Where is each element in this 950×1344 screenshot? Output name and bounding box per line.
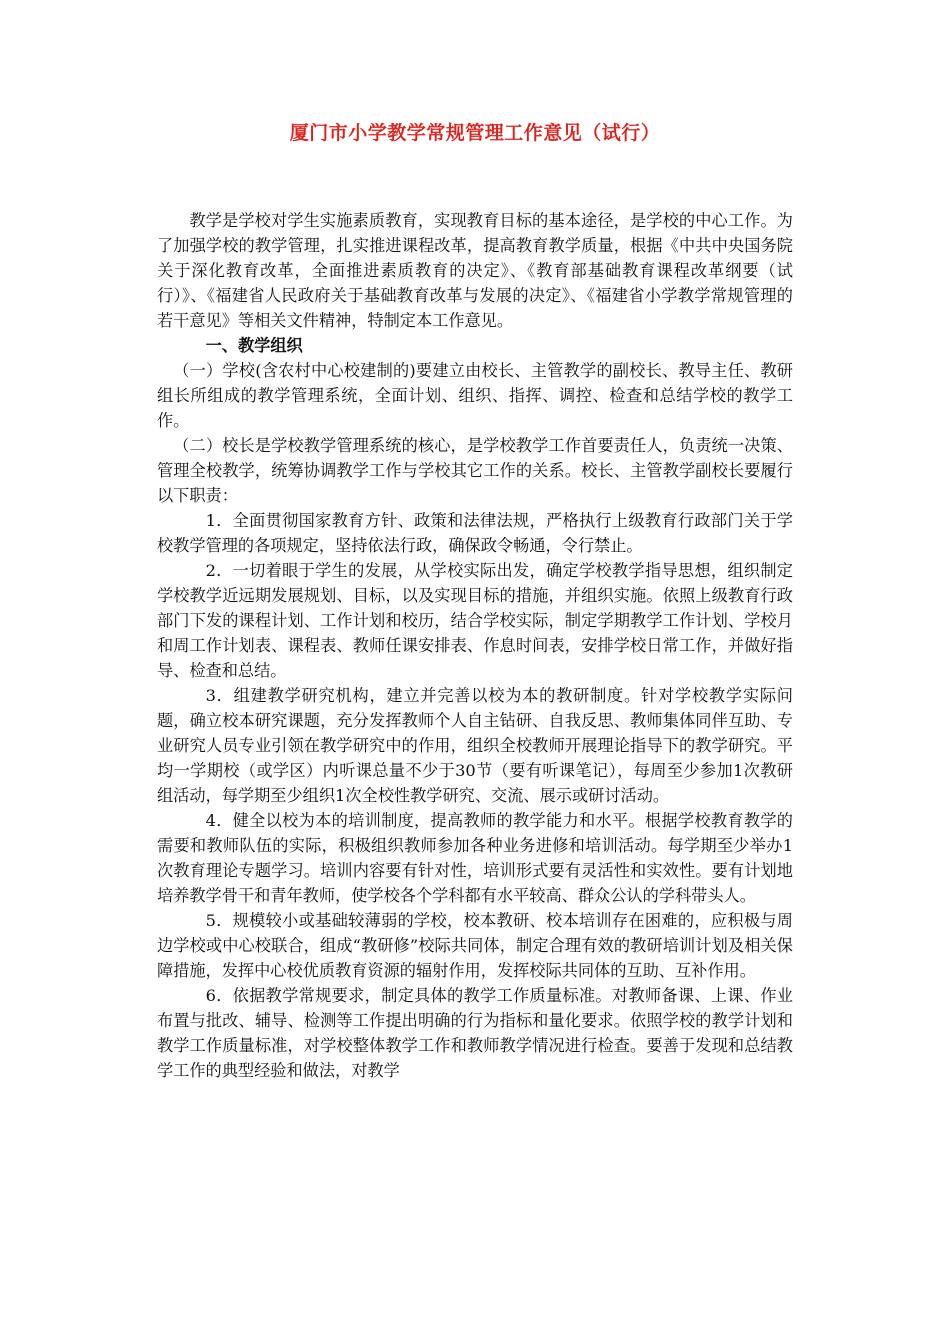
intro-paragraph: 教学是学校对学生实施素质教育，实现教育目标的基本途径，是学校的中心工作。为了加强学校的教学管理，扎实推进课程改革，提高教育教学质量，根据《中共中央国务院关于深化教育改革，全面推进素质教育的决定》、《教育部基础教育课程改革纲要（试行）》、《福建省人民政府关于基础教育改革与发展的决定》、《福建省小学教学常规管理的若干意见》等相关文件精神，特制定本工作意见。: [157, 211, 793, 330]
document-body: [157, 208, 793, 1083]
paragraph-item-1: （一）学校(含农村中心校建制的)要建立由校长、主管教学的副校长、教导主任、教研组长所组成的教学管理系统，全面计划、组织、指挥、调控、检查和总结学校的教学工作。: [157, 361, 793, 430]
list-item-6: 6．依据教学常规要求，制定具体的教学工作质量标准。对教师备课、上课、作业布置与批改、辅导、检测等工作提出明确的行为指标和量化要求。依照学校的教学计划和教学工作质量标准，对学校整体教学工作和教师教学情况进行检查。要善于发现和总结教学工作的典型经验和做法，对教学: [157, 986, 793, 1080]
list-item-2: 2．一切着眼于学生的发展，从学校实际出发，确定学校教学指导思想，组织制定学校教学近远期发展规划、目标，以及实现目标的措施，并组织实施。依照上级教育行政部门下发的课程计划、工作计划和校历，结合学校实际，制定学期教学工作计划、学校月和周工作计划表、课程表、教师任课安排表、作息时间表，安排学校日常工作，并做好指导、检查和总结。: [157, 561, 793, 680]
section-heading: 一、教学组织: [205, 336, 303, 355]
paragraph-item-2: （二）校长是学校教学管理系统的核心，是学校教学工作首要责任人，负责统一决策、管理全校教学，统筹协调教学工作与学校其它工作的关系。校长、主管教学副校长要履行以下职责：: [157, 436, 793, 505]
list-item-4: 4．健全以校为本的培训制度，提高教师的教学能力和水平。根据学校教育教学的需要和教师队伍的实际，积极组织教师参加各种业务进修和培训活动。每学期至少举办1次教育理论专题学习。培训内容要有针对性，培训形式要有灵活性和实效性。要有计划地培养教学骨干和青年教师，使学校各个学科都有水平较高、群众公认的学科带头人。: [157, 811, 793, 905]
list-item-5: 5．规模较小或基础较薄弱的学校，校本教研、校本培训存在困难的，应积极与周边学校或中心校联合，组成“教研修”校际共同体，制定合理有效的教研培训计划及相关保障措施，发挥中心校优质教育资源的辐射作用，发挥校际共同体的互助、互补作用。: [157, 911, 793, 980]
list-item-1: 1．全面贯彻国家教育方针、政策和法律法规，严格执行上级教育行政部门关于学校教学管理的各项规定，坚持依法行政，确保政令畅通，令行禁止。: [157, 511, 793, 555]
list-item-3: 3．组建教学研究机构，建立并完善以校为本的教研制度。针对学校教学实际问题，确立校本研究课题，充分发挥教师个人自主钻研、自我反思、教师集体同伴互助、专业研究人员专业引领在教学研究中的作用，组织全校教师开展理论指导下的教学研究。平均一学期校（或学区）内听课总量不少于30节（要有听课笔记），每周至少参加1次教研组活动，每学期至少组织1次全校性教学研究、交流、展示或研讨活动。: [157, 686, 793, 805]
document-title: 厦门市小学教学常规管理工作意见（试行）: [289, 122, 661, 144]
